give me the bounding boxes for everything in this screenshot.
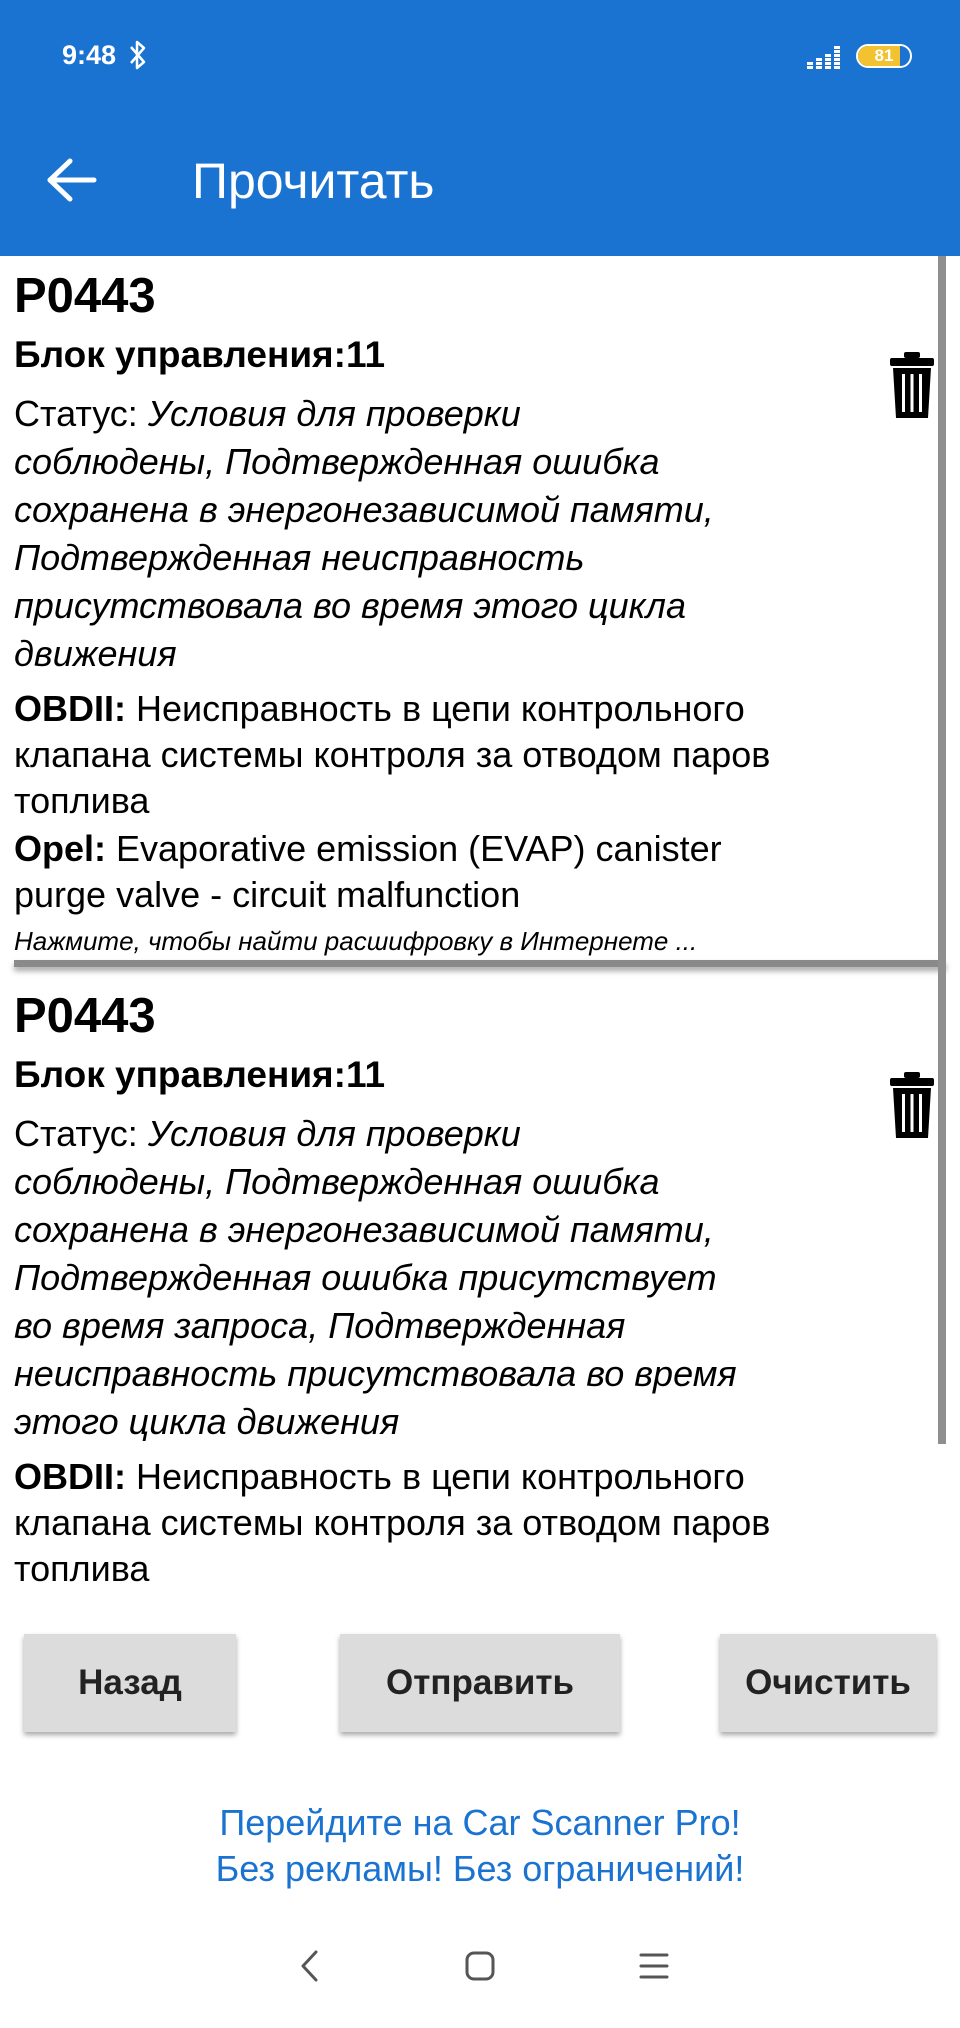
back-nav-icon[interactable] — [298, 1948, 322, 1984]
status-line: Условия для проверки — [147, 1113, 521, 1154]
search-online-link[interactable]: Нажмите, чтобы найти расшифровку в Интернете ... — [14, 926, 698, 956]
status-label: Статус: — [14, 1113, 148, 1154]
promo-link-line-2[interactable]: Без рекламы! Без ограничений! — [215, 1848, 745, 1889]
arrow-left-icon[interactable] — [46, 158, 98, 202]
status-line: Подтвержденная неисправность — [14, 537, 585, 578]
manufacturer-label: Opel: — [14, 828, 107, 869]
menu-nav-icon[interactable] — [638, 1948, 670, 1984]
status-line: этого цикла движения — [14, 1401, 400, 1442]
obd-line: Неисправность в цепи контрольного — [126, 688, 745, 729]
obd-label: OBDII: — [14, 1456, 126, 1497]
trash-icon[interactable] — [888, 1072, 936, 1140]
obd-line: клапана системы контроля за отводом паров — [14, 734, 771, 775]
send-button[interactable]: Отправить — [340, 1634, 620, 1732]
list-divider — [14, 960, 946, 967]
obd-line: клапана системы контроля за отводом паров — [14, 1502, 771, 1543]
status-line: во время запроса, Подтвержденная — [14, 1305, 626, 1346]
back-button[interactable]: Назад — [24, 1634, 236, 1732]
battery-percent: 81 — [874, 46, 894, 65]
promo-link-line-1[interactable]: Перейдите на Car Scanner Pro! — [219, 1802, 741, 1843]
app-bar — [0, 0, 960, 256]
obd-description — [14, 1454, 914, 1592]
obd-description — [14, 686, 914, 824]
status-time: 9:48 — [62, 40, 117, 70]
control-block-label: Блок управления:11 — [14, 1054, 386, 1095]
status-text — [14, 1110, 824, 1446]
signal-icon — [806, 44, 846, 70]
trash-icon[interactable] — [888, 352, 936, 420]
status-line: соблюдены, Подтвержденная ошибка — [14, 1161, 660, 1202]
code-title: P0443 — [14, 269, 156, 323]
home-nav-icon[interactable] — [464, 1948, 496, 1984]
status-line: сохранена в энергонезависимой памяти, — [14, 1209, 714, 1250]
battery-icon — [856, 44, 912, 68]
bluetooth-icon — [128, 38, 148, 72]
control-block-label: Блок управления:11 — [14, 334, 386, 375]
status-line: неисправность присутствовала во время — [14, 1353, 737, 1394]
status-line: соблюдены, Подтвержденная ошибка — [14, 441, 660, 482]
trouble-code-list[interactable] — [0, 256, 960, 1596]
status-text — [14, 390, 824, 678]
status-line: присутствовала во время этого цикла — [14, 585, 686, 626]
list-item-code-1[interactable] — [0, 256, 940, 956]
clear-button[interactable]: Очистить — [720, 1634, 936, 1732]
manufacturer-line: purge valve - circuit malfunction — [14, 874, 521, 915]
obd-line: Неисправность в цепи контрольного — [126, 1456, 745, 1497]
obd-label: OBDII: — [14, 688, 126, 729]
manufacturer-line: Evaporative emission (EVAP) canister — [106, 828, 722, 869]
scrollbar[interactable] — [938, 256, 946, 1444]
status-line: движения — [14, 633, 177, 674]
manufacturer-description — [14, 826, 914, 918]
status-line: Условия для проверки — [147, 393, 521, 434]
status-line: Подтвержденная ошибка присутствует — [14, 1257, 717, 1298]
status-label: Статус: — [14, 393, 148, 434]
obd-line: топлива — [14, 1548, 150, 1589]
list-item-code-2[interactable] — [0, 976, 940, 1596]
code-title: P0443 — [14, 989, 156, 1043]
status-line: сохранена в энергонезависимой памяти, — [14, 489, 714, 530]
obd-line: топлива — [14, 780, 150, 821]
page-title: Прочитать — [192, 153, 435, 209]
